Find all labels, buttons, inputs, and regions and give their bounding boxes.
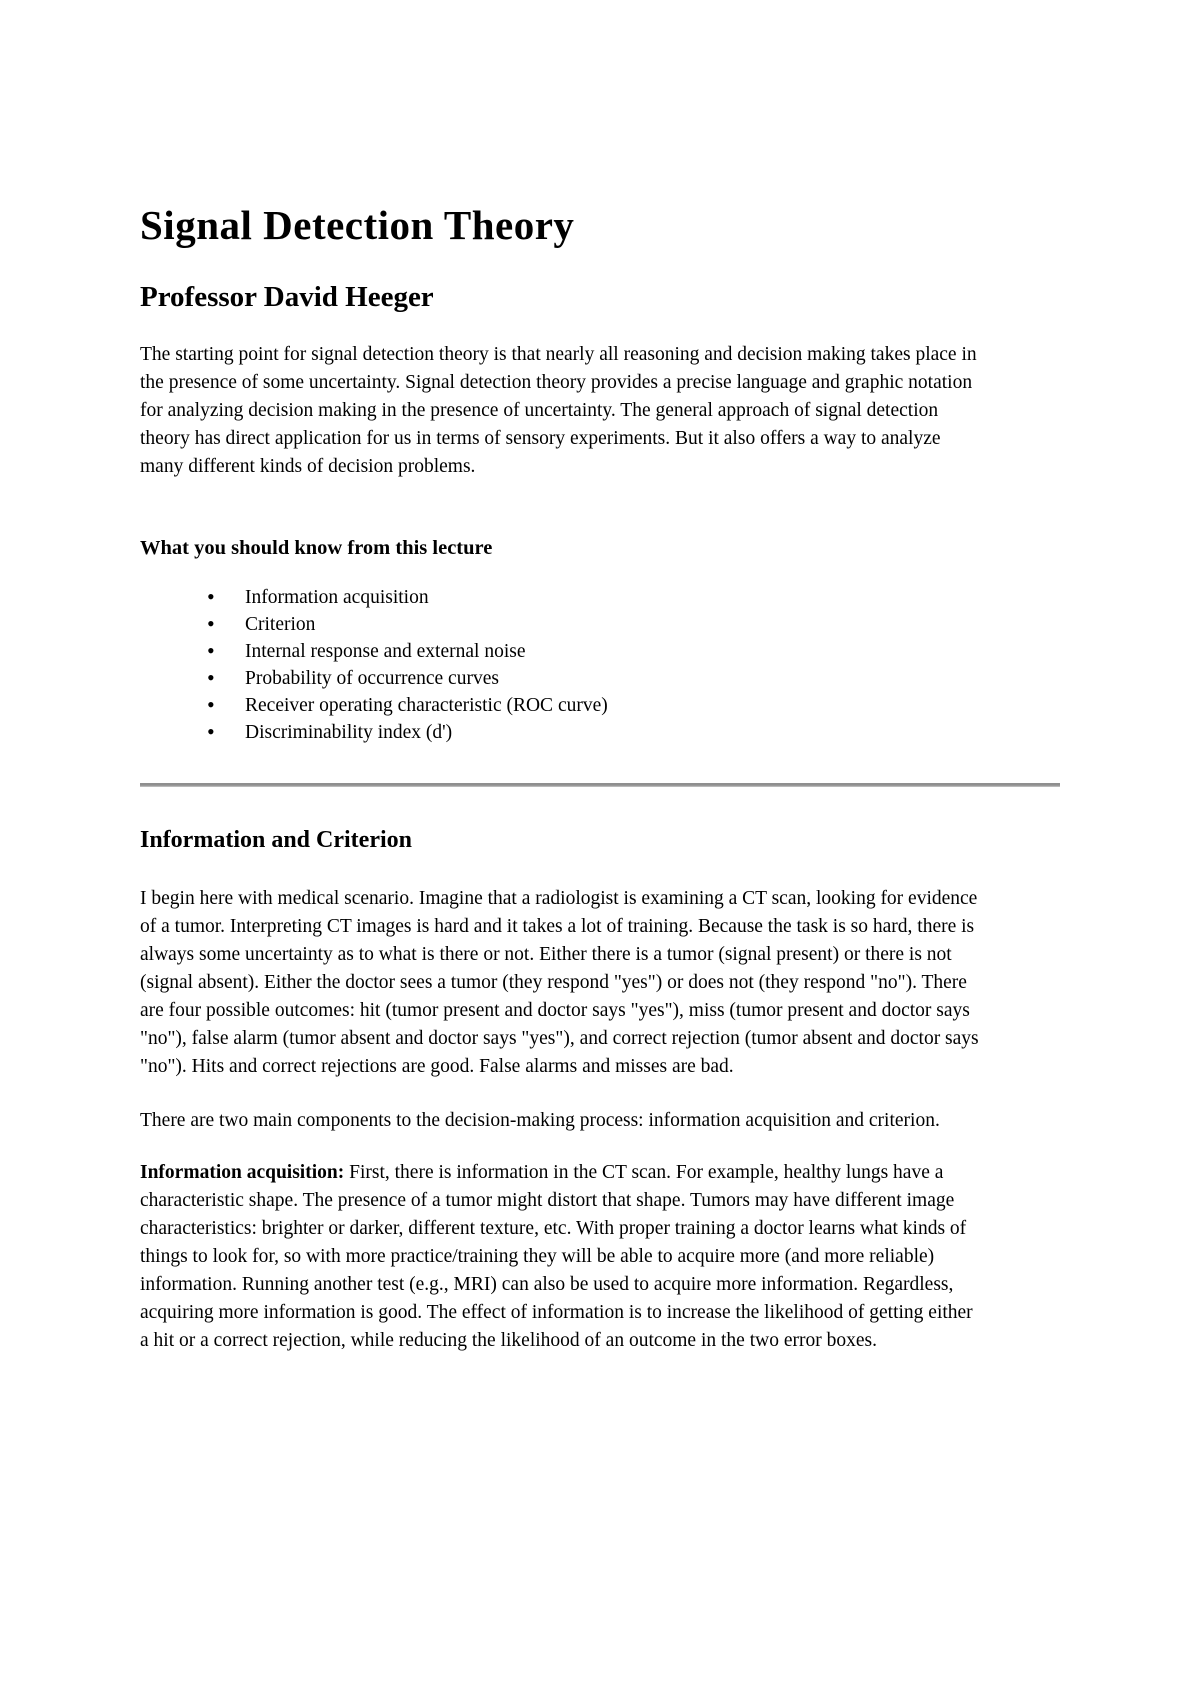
outline-item-criterion: • Criterion — [245, 611, 1060, 638]
outline-item-information-acquisition: • Information acquisition — [245, 584, 1060, 611]
paragraph-information-acquisition — [140, 1159, 985, 1355]
outline-item-internal-response: • Internal response and external noise — [245, 638, 1060, 665]
outline-item-discriminability-index: • Discriminability index (d') — [245, 719, 1060, 746]
outline-heading: What you should know from this lecture — [140, 537, 493, 560]
outline-item-roc-curve: • Receiver operating characteristic (ROC curve) — [245, 692, 1060, 719]
paragraph-two-components: There are two main components to the decision-making process: information acquisition and criterion. — [140, 1110, 940, 1132]
information-acquisition-text: First, there is information in the CT scan. For example, healthy lungs have a characteristic shape. The presence of a tumor might distort that shape. Tumors may have different image characteristics: brighter or darker, different texture, etc. With proper training a doctor learns what kinds of things to look for, so with more practice/training they will be able to acquire more (and more reliable) information. Running another test (e.g., MRI) can also be used to acquire more information. Regardless, acquiring more information is good. The effect of information is to increase the likelihood of getting either a hit or a correct rejection, while reducing the likelihood of an outcome in the two error boxes. — [140, 1162, 973, 1352]
outline-item-probability-curves: • Probability of occurrence curves — [245, 665, 1060, 692]
document-title: Signal Detection Theory — [140, 202, 575, 248]
intro-paragraph: The starting point for signal detection theory is that nearly all reasoning and decision making takes place in the presence of some uncertainty. Signal detection theory provides a precise language and graphic notation for analyzing decision making in the presence of uncertainty. The general approach of signal detection theory has direct application for us in terms of sensory experiments. But it also offers a way to analyze many different kinds of decision problems. — [140, 344, 977, 478]
information-acquisition-lead: Information acquisition: — [140, 1162, 345, 1184]
section-divider — [140, 783, 1060, 787]
paragraph-medical-scenario: I begin here with medical scenario. Imagine that a radiologist is examining a CT scan, looking for evidence of a tumor. Interpreting CT images is hard and it takes a lot of training. Because the task is so hard, there is always some uncertainty as to what is there or not. Either there is a tumor (signal present) or there is not (signal absent). Either the doctor sees a tumor (they respond "yes") or does not (they respond "no"). There are four possible outcomes: hit (tumor present and doctor says "yes"), miss (tumor present and doctor says "no"), false alarm (tumor absent and doctor says "yes"), and correct rejection (tumor absent and doctor says "no"). Hits and correct rejections are good. False alarms and misses are bad. — [140, 888, 979, 1078]
document-author: Professor David Heeger — [140, 281, 434, 314]
outline-list — [140, 584, 1060, 746]
section-heading-information-and-criterion: Information and Criterion — [140, 827, 412, 854]
